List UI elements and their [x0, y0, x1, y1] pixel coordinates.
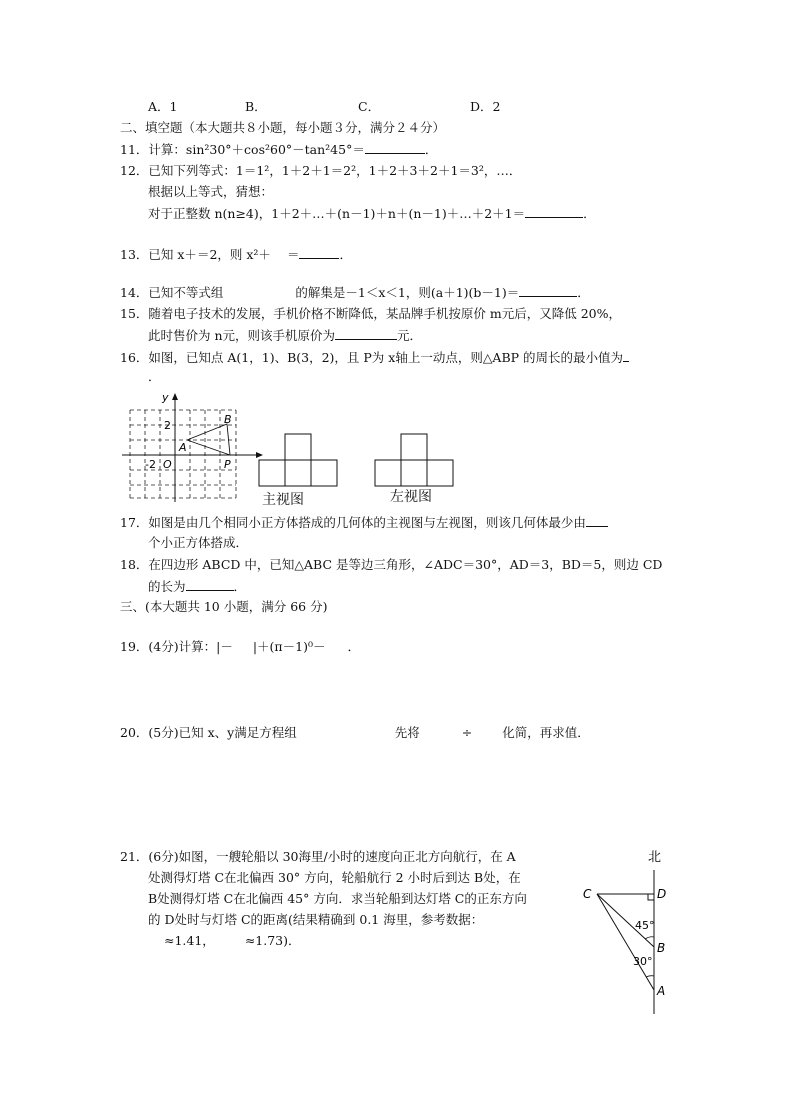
q20-text-a: (5分)已知 x、y满足方程组 — [148, 725, 297, 740]
origin-label: O — [163, 458, 172, 471]
q14-text-a: 已知不等式组 — [148, 285, 224, 300]
q13-text-c: ＝ — [286, 247, 300, 262]
q19-num: 19． — [120, 639, 149, 654]
q13-num: 13． — [120, 247, 149, 262]
right-angle-mark-icon — [648, 894, 654, 900]
q20-text-c: ÷ — [461, 725, 473, 740]
q20-num: 20． — [120, 725, 149, 740]
q15-line2: 此时售价为 n元，则该手机原价为 — [148, 328, 336, 343]
q15-blank — [335, 327, 397, 340]
tick-2-left: -2 — [145, 458, 156, 471]
q21-line1: (6分)如图，一艘轮船以 30海里/小时的速度向正北方向航行，在 A — [148, 849, 516, 864]
left-view-figure — [372, 432, 456, 490]
question-20 — [120, 725, 590, 741]
q15-unit: 元． — [397, 328, 423, 343]
left-view-label: 左视图 — [390, 489, 432, 505]
q19-text-c: ． — [347, 639, 360, 654]
q21-ref-1: ≈1.41， — [164, 933, 215, 948]
point-c-label: C — [583, 887, 592, 901]
question-15 — [120, 306, 621, 322]
point-p-label: P — [224, 458, 231, 471]
option-d: D．2 — [470, 99, 501, 114]
point-a-label: A — [179, 441, 187, 454]
q15-line2-row — [148, 327, 422, 344]
q18-blank — [186, 578, 234, 591]
angle-30-arc — [646, 976, 654, 977]
point-a-label: A — [657, 984, 666, 998]
q11-num: 11． — [120, 142, 149, 157]
question-18 — [120, 557, 662, 573]
point-b-label: B — [224, 413, 232, 426]
question-21 — [120, 849, 516, 865]
q21-line4: 的 D处时与灯塔 C的距离(结果精确到 0.1 海里，参考数据： — [148, 912, 484, 927]
q12-line2: 根据以上等式，猜想： — [148, 184, 274, 199]
line-ca — [597, 894, 654, 990]
section2-title: 二、填空题（本大题共８小题，每小题３分，满分２４分） — [120, 120, 446, 135]
front-view-figure — [256, 432, 340, 490]
q19-text-a: (4分)计算：|－ — [148, 639, 233, 654]
q12-line1: 已知下列等式：1＝1²，1＋2＋1＝2²，1＋2＋3＋2＋1＝3²，…． — [148, 163, 522, 178]
q21-line5 — [148, 933, 301, 949]
q16-line1: 如图，已知点 A(1，1)、B(3，2)，且 P为 x轴上一动点，则△ABP 的周长的最小值为 — [148, 350, 624, 365]
option-a: A．1 — [148, 99, 178, 114]
q17-num: 17． — [120, 515, 149, 530]
question-13: 13．已知 x＋＝2，则 x²＋ ＝ ． — [120, 247, 352, 262]
question-19 — [120, 639, 360, 655]
q12-line3: 对于正整数 n(n≥4)，1＋2＋…＋(n－1)＋n＋(n－1)＋…＋2＋1＝ — [148, 206, 526, 221]
point-b-label: B — [657, 941, 666, 955]
question-14: 14．已知不等式组 的解集是－1＜x＜1，则(a＋1)(b－1)＝ ． — [120, 285, 590, 300]
q15-num: 15． — [120, 306, 149, 321]
q12-blank — [525, 205, 583, 218]
q16-num: 16． — [120, 350, 149, 365]
figure-21-navigation-diagram — [580, 844, 680, 1019]
q16-blank — [623, 349, 629, 362]
angle-45-arc — [645, 937, 654, 939]
y-label: y — [162, 392, 169, 404]
tick-2-top: 2 — [164, 419, 171, 432]
q21-line3: B处测得灯塔 C在北偏西 45° 方向．求当轮船到达灯塔 C的正东方向 — [148, 891, 527, 906]
q13-text-a: 已知 x＋ — [148, 247, 197, 262]
north-label: 北 — [648, 850, 662, 865]
q14-num: 14． — [120, 285, 149, 300]
figure-16-coordinate-grid — [118, 392, 268, 504]
q11-blank — [365, 141, 425, 154]
section3-title: 三、(本大题共 10 小题，满分 66 分) — [120, 599, 328, 614]
q21-line2: 处测得灯塔 C在北偏西 30° 方向，轮船航行 2 小时后到达 B处，在 — [148, 870, 521, 885]
point-d-label: D — [657, 887, 667, 901]
q18-num: 18． — [120, 557, 149, 572]
q17-line2: 个小正方体搭成． — [148, 535, 249, 550]
q17-blank — [586, 514, 608, 527]
q18-line1: 在四边形 ABCD 中，已知△ABC 是等边三角形，∠ADC＝30°，AD＝3，BD＝5，则边 CD — [148, 557, 663, 572]
grid-lines — [130, 410, 236, 498]
q20-text-d: 化简，再求值． — [502, 725, 590, 740]
option-c: C． — [358, 99, 381, 114]
question-16 — [120, 349, 629, 366]
q12-num: 12． — [120, 163, 149, 178]
angle-45-label: 45° — [635, 919, 655, 932]
q21-num: 21． — [120, 849, 149, 864]
angle-30-label: 30° — [633, 955, 653, 968]
q14-text-b: 的解集是－1＜x＜1，则(a＋1)(b－1)＝ — [295, 285, 520, 300]
q16-line2: ． — [148, 369, 161, 384]
q19-text-b: |＋(π－1)⁰－ — [252, 639, 326, 654]
triangle-abp — [187, 424, 230, 455]
question-11: 11．计算：sin²30°＋cos²60°－tan²45°＝ ． — [120, 142, 438, 157]
q18-line2-row: 的长为 ． — [148, 579, 247, 594]
q14-blank — [519, 284, 577, 297]
q17-line1: 如图是由几个相同小正方体搭成的几何体的主视图与左视图，则该几何体最少由 — [148, 515, 586, 530]
question-12 — [120, 163, 521, 179]
option-b: B． — [245, 99, 267, 114]
q15-line1: 随着电子技术的发展，手机价格不断降低，某品牌手机按原价 m元后，又降低 20%， — [148, 306, 621, 321]
q13-blank — [299, 246, 339, 259]
q13-text-b: ＝2，则 x²＋ — [196, 247, 271, 262]
q20-text-b: 先将 — [394, 725, 420, 740]
front-view-label: 主视图 — [262, 492, 304, 508]
q11-text: 计算：sin²30°＋cos²60°－tan²45°＝ — [148, 142, 365, 157]
q12-line3-row: 对于正整数 n(n≥4)，1＋2＋…＋(n－1)＋n＋(n－1)＋…＋2＋1＝ ． — [148, 206, 596, 221]
q21-ref-2: ≈1.73)． — [244, 933, 301, 948]
question-17 — [120, 514, 608, 531]
q18-line2: 的长为 — [148, 579, 186, 594]
y-axis-arrow-icon — [172, 393, 178, 400]
